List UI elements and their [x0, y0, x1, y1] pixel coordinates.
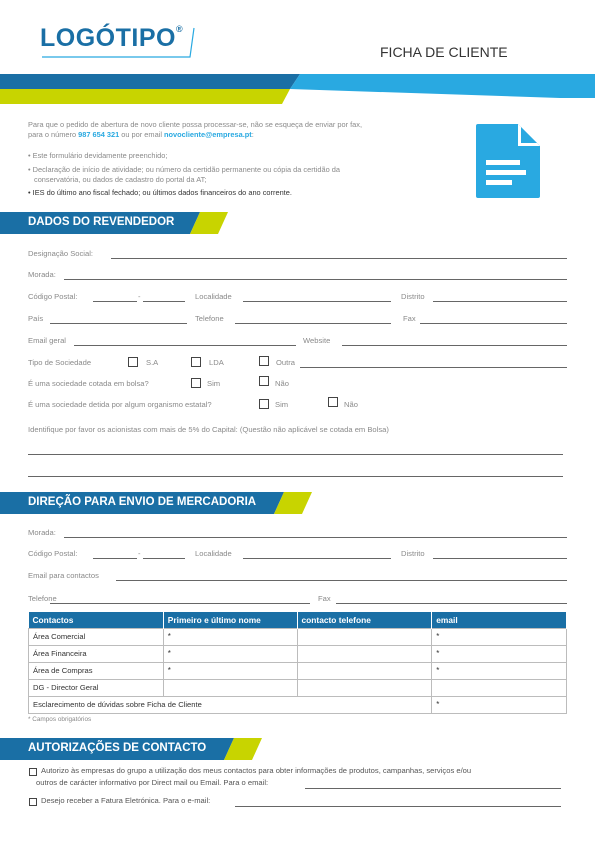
table-row	[29, 696, 567, 713]
section-title-auth: AUTORIZAÇÕES DE CONTACTO	[28, 742, 207, 754]
ship-fax-field[interactable]	[336, 603, 567, 604]
name-cell[interactable]	[163, 679, 297, 696]
phone-cell[interactable]	[297, 628, 432, 645]
phone-cell[interactable]	[297, 662, 432, 679]
phone-cell[interactable]	[297, 679, 432, 696]
fax-label: Fax	[403, 314, 416, 323]
q-detida-label: É uma sociedade detida por algum organismo estatal?	[28, 400, 212, 409]
name-cell[interactable]: *	[163, 628, 297, 645]
detida-nao-label: Não	[344, 400, 358, 409]
localidade-label: Localidade	[195, 292, 232, 301]
col-header-nome: Primeiro e último nome	[163, 612, 297, 628]
checkbox-cotada-sim[interactable]	[191, 378, 201, 388]
codigo-postal-dash: -	[138, 292, 141, 301]
sa-label: S.A	[146, 358, 159, 367]
auth-invoice-label: Desejo receber a Fatura Eletrónica. Para o e-mail:	[41, 796, 211, 805]
website-field[interactable]	[342, 345, 567, 346]
contacts-table	[28, 612, 567, 714]
intro-line-1: Para que o pedido de abertura de novo cliente possa processar-se, não se esqueça de enviar por fax,	[28, 120, 363, 129]
email-cell[interactable]: *	[432, 628, 567, 645]
col-header-telefone: contacto telefone	[297, 612, 432, 628]
checkbox-auth-marketing[interactable]	[29, 768, 37, 776]
name-cell[interactable]: *	[163, 662, 297, 679]
col-header-email: email	[432, 612, 567, 628]
auth-marketing-email-field[interactable]	[305, 788, 561, 789]
distrito-label: Distrito	[401, 292, 425, 301]
intro-bullet-3-text: IES do último ano fiscal fechado; ou últimos dados financeiros do ano corrente.	[32, 188, 292, 197]
checkbox-sa[interactable]	[128, 357, 138, 367]
intro-text	[28, 120, 362, 139]
intro-bullet-2-text: Declaração de início de atividade; ou número da certidão permanente ou cópia da certidão da	[32, 165, 340, 174]
page-title: FICHA DE CLIENTE	[380, 44, 508, 60]
section-title-shipping: DIREÇÃO PARA ENVIO DE MERCADORIA	[28, 496, 257, 508]
pais-field[interactable]	[50, 323, 187, 324]
designacao-field[interactable]	[111, 258, 567, 259]
phone-cell[interactable]	[297, 645, 432, 662]
intro-line-2-pre: para o número	[28, 129, 79, 139]
intro-bullet-2-cont: conservatória, ou dados de cadastro do portal da AT;	[34, 175, 207, 184]
codigo-postal-label: Código Postal:	[28, 292, 78, 301]
ship-distrito-field[interactable]	[433, 558, 567, 559]
checkbox-detida-sim[interactable]	[259, 399, 269, 409]
ship-codigo-postal-label: Código Postal:	[28, 549, 78, 558]
ship-localidade-label: Localidade	[195, 549, 232, 558]
table-row	[29, 645, 567, 662]
table-row	[29, 662, 567, 679]
section-title-reseller: DADOS DO REVENDEDOR	[28, 216, 175, 228]
row-label: DG - Director Geral	[29, 679, 164, 696]
row-label: Área Comercial	[29, 628, 164, 645]
email-cell[interactable]: *	[432, 645, 567, 662]
fax-field[interactable]	[420, 323, 567, 324]
email-contactos-field[interactable]	[116, 580, 567, 581]
ship-codigo-postal-field-2[interactable]	[143, 558, 185, 559]
checkbox-cotada-nao[interactable]	[259, 376, 269, 386]
required-fields-note: * Campos obrigatórios	[28, 716, 92, 723]
tipo-sociedade-label: Tipo de Sociedade	[28, 358, 92, 367]
contacts-table-header	[29, 612, 567, 628]
designacao-label: Designação Social:	[28, 249, 94, 258]
logo-text: LOGÓTIPO	[40, 24, 176, 52]
distrito-field[interactable]	[433, 301, 567, 302]
intro-line-2	[28, 130, 362, 140]
auth-marketing-line-2: outros de carácter informativo por Direct mail ou Email. Para o email:	[36, 778, 269, 787]
lda-label: LDA	[209, 358, 224, 367]
codigo-postal-field-1[interactable]	[93, 301, 137, 302]
row-label: Área Financeira	[29, 645, 164, 662]
header-band	[0, 74, 595, 108]
website-label: Website	[303, 336, 331, 345]
email-geral-field[interactable]	[74, 345, 296, 346]
acionistas-label: Identifique por favor os acionistas com mais de 5% do Capital: (Questão não aplicável se cotada em Bolsa)	[28, 425, 389, 434]
cotada-sim-label: Sim	[207, 379, 221, 388]
row-label: Área de Compras	[29, 662, 164, 679]
logo-registered-mark: ®	[175, 24, 184, 34]
intro-bullet-2: • Declaração de início de atividade; ou número da certidão permanente ou cópia da certidão da	[28, 165, 340, 174]
morada-field[interactable]	[64, 279, 567, 280]
acionistas-field-2[interactable]	[28, 476, 563, 477]
intro-line-2-post: :	[251, 129, 254, 139]
checkbox-lda[interactable]	[191, 357, 201, 367]
document-icon	[474, 122, 542, 200]
email-cell[interactable]: *	[432, 662, 567, 679]
ship-telefone-field[interactable]	[50, 603, 310, 604]
table-row	[29, 628, 567, 645]
outra-label: Outra	[276, 358, 295, 367]
row-label-duvidas: Esclarecimento de dúvidas sobre Ficha de Cliente	[29, 696, 432, 713]
intro-bullet-1: • Este formulário devidamente preenchido;	[28, 151, 168, 160]
pais-label: País	[28, 314, 44, 323]
ship-codigo-postal-dash: -	[138, 549, 141, 558]
logo-swoosh	[40, 26, 196, 60]
ship-localidade-field[interactable]	[243, 558, 391, 559]
ship-distrito-label: Distrito	[401, 549, 425, 558]
intro-bullet-3: • IES do último ano fiscal fechado; ou últimos dados financeiros do ano corrente.	[28, 188, 292, 197]
email-cell-duvidas[interactable]: *	[432, 696, 567, 713]
checkbox-outra[interactable]	[259, 356, 269, 366]
email-contactos-label: Email para contactos	[28, 571, 99, 580]
acionistas-field-1[interactable]	[28, 454, 563, 455]
auth-marketing-line-1: Autorizo às empresas do grupo a utilização dos meus contactos para obter informações de produtos, campanhas, serviços e/ou	[41, 766, 472, 775]
telefone-field[interactable]	[235, 323, 391, 324]
telefone-label: Telefone	[195, 314, 224, 323]
detida-sim-label: Sim	[275, 400, 289, 409]
ship-telefone-label: Telefone	[28, 594, 57, 603]
fax-number: 987 654 321	[78, 129, 120, 139]
intro-bullet-1-text: Este formulário devidamente preenchido;	[32, 151, 168, 160]
ship-codigo-postal-field-1[interactable]	[93, 558, 137, 559]
morada-label: Morada:	[28, 270, 56, 279]
col-header-contactos: Contactos	[29, 612, 164, 628]
email-geral-label: Email geral	[28, 336, 66, 345]
codigo-postal-field-2[interactable]	[143, 301, 185, 302]
auth-invoice-email-field[interactable]	[235, 806, 561, 807]
ship-morada-field[interactable]	[64, 537, 567, 538]
cotada-nao-label: Não	[275, 379, 289, 388]
intro-line-2-mid: ou por email	[119, 129, 165, 139]
localidade-field[interactable]	[243, 301, 391, 302]
checkbox-detida-nao[interactable]	[328, 397, 338, 407]
name-cell[interactable]: *	[163, 645, 297, 662]
outra-field[interactable]	[300, 367, 567, 368]
contact-email: novocliente@empresa.pt	[164, 129, 252, 139]
email-cell[interactable]	[432, 679, 567, 696]
q-cotada-label: É uma sociedade cotada em bolsa?	[28, 379, 149, 388]
ship-fax-label: Fax	[318, 594, 331, 603]
checkbox-auth-invoice[interactable]	[29, 798, 37, 806]
ship-morada-label: Morada:	[28, 528, 56, 537]
table-row	[29, 679, 567, 696]
